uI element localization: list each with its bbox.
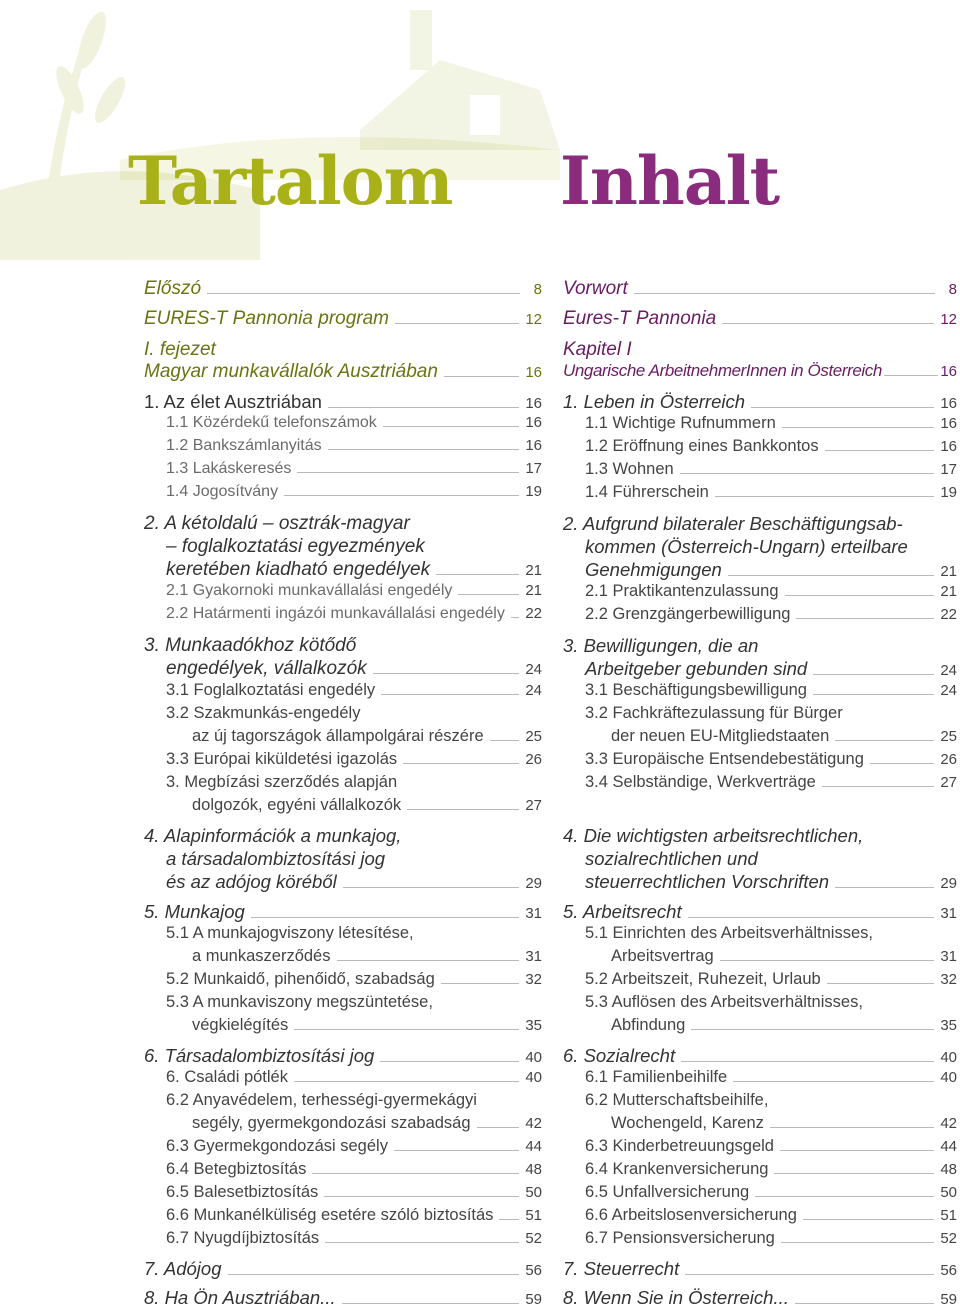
toc-entry: a társadalombiztosítási jog	[166, 848, 386, 869]
toc-entry[interactable]: Wochengeld, Karenz 42	[611, 1114, 957, 1132]
toc-entry[interactable]: 1.2 Bankszámlanyitás 16	[166, 437, 542, 454]
toc-entry[interactable]: 1.4 Jogosítvány 19	[166, 483, 542, 500]
toc-entry[interactable]: 7. Adójog 56	[144, 1258, 542, 1279]
toc-entry[interactable]: 1.3 Wohnen 17	[585, 460, 957, 478]
toc-entry[interactable]: Arbeitgeber gebunden sind 24	[585, 658, 957, 679]
toc-entry[interactable]: 2.1 Praktikantenzulassung 21	[585, 582, 957, 600]
toc-entry: 6.2 Anyavédelem, terhességi-gyermekágyi	[166, 1091, 477, 1109]
toc-entry[interactable]: 2.1 Gyakornoki munkavállalási engedély 21	[166, 582, 542, 599]
toc-entry[interactable]: 1.3 Lakáskeresés 17	[166, 460, 542, 477]
toc-entry: 3. Munkaadókhoz kötődő	[144, 635, 357, 656]
toc-entry[interactable]: 6.6 Munkanélküliség esetére szóló biztosítás 51	[166, 1206, 542, 1224]
toc-entry: 3. Bewilligungen, die an	[563, 635, 759, 656]
toc-entry[interactable]: Ungarische ArbeitnehmerInnen in Österreich 16	[563, 361, 957, 380]
toc-entry[interactable]: Vorwort 8	[563, 278, 957, 299]
toc-entry: 4. Alapinformációk a munkajog,	[144, 825, 402, 846]
toc-entry[interactable]: 3.1 Beschäftigungsbewilligung 24	[585, 681, 957, 699]
toc-entry[interactable]: der neuen EU-Mitgliedstaaten 25	[611, 727, 957, 745]
toc-entry[interactable]: 6.4 Krankenversicherung 48	[585, 1160, 957, 1178]
toc-entry[interactable]: és az adójog köréből 29	[166, 871, 542, 892]
toc-entry[interactable]: Abfindung 35	[611, 1016, 957, 1034]
toc-entry[interactable]: 1.4 Führerschein 19	[585, 483, 957, 501]
toc-entry[interactable]: 6.6 Arbeitslosenversicherung 51	[585, 1206, 957, 1224]
toc-entry[interactable]: 6.3 Kinderbetreuungsgeld 44	[585, 1137, 957, 1155]
toc-entry[interactable]: végkielégítés 35	[192, 1016, 542, 1034]
toc-entry: – foglalkoztatási egyezmények	[166, 536, 425, 557]
toc-entry[interactable]: Genehmigungen 21	[585, 559, 957, 580]
toc-entry[interactable]: 3.3 Európai kiküldetési igazolás 26	[166, 750, 542, 768]
toc-entry[interactable]: 6. Családi pótlék 40	[166, 1068, 542, 1086]
toc-entry[interactable]: 8. Wenn Sie in Österreich... 59	[563, 1287, 957, 1308]
toc-entry[interactable]: 6.3 Gyermekgondozási segély 44	[166, 1137, 542, 1155]
toc-entry[interactable]: 1.1 Közérdekű telefonszámok 16	[166, 414, 542, 431]
toc-entry[interactable]: 2.2 Grenzgängerbewilligung 22	[585, 605, 957, 623]
toc-entry[interactable]: 6. Sozialrecht 40	[563, 1045, 957, 1066]
toc-entry[interactable]: Arbeitsvertrag 31	[611, 947, 957, 965]
toc-entry[interactable]: 6.4 Betegbiztosítás 48	[166, 1160, 542, 1178]
toc-entry[interactable]: 5. Munkajog 31	[144, 901, 542, 922]
toc-entry[interactable]: EURES-T Pannonia program 12	[144, 308, 542, 329]
title-hungarian: Tartalom	[128, 142, 453, 220]
toc-entry[interactable]: a munkaszerződés 31	[192, 947, 542, 965]
toc-entry: 3. Megbízási szerződés alapján	[166, 773, 398, 791]
toc-entry[interactable]: Előszó 8	[144, 278, 542, 299]
toc-entry: 2. Aufgrund bilateraler Beschäftigungsab-	[563, 513, 903, 534]
toc-entry[interactable]: 1.2 Eröffnung eines Bankkontos 16	[585, 437, 957, 455]
toc-entry[interactable]: 6.7 Pensionsversicherung 52	[585, 1229, 957, 1247]
toc-entry[interactable]: segély, gyermekgondozási szabadság 42	[192, 1114, 542, 1132]
toc-entry: 3.2 Fachkräftezulassung für Bürger	[585, 704, 843, 722]
toc-entry[interactable]: 5.2 Arbeitszeit, Ruhezeit, Urlaub 32	[585, 970, 957, 988]
toc-entry: 3.2 Szakmunkás-engedély	[166, 704, 361, 722]
toc-entry[interactable]: 8. Ha Ön Ausztriában... 59	[144, 1287, 542, 1308]
toc-entry[interactable]: steuerrechtlichen Vorschriften 29	[585, 871, 957, 892]
toc-entry[interactable]: 3.3 Europäische Entsendebestätigung 26	[585, 750, 957, 768]
toc-entry: 5.1 Einrichten des Arbeitsverhältnisses,	[585, 924, 873, 942]
toc-entry[interactable]: 6.5 Unfallversicherung 50	[585, 1183, 957, 1201]
toc-entry[interactable]: 6.5 Balesetbiztosítás 50	[166, 1183, 542, 1201]
title-german: Inhalt	[560, 142, 780, 220]
toc-entry[interactable]: 5.2 Munkaidő, pihenőidő, szabadság 32	[166, 970, 542, 988]
toc-entry[interactable]: engedélyek, vállalkozók 24	[166, 658, 542, 679]
toc-entry: I. fejezet	[144, 339, 216, 360]
toc-entry: sozialrechtlichen und	[585, 848, 758, 869]
toc-entry: 6.2 Mutterschaftsbeihilfe,	[585, 1091, 769, 1109]
toc-entry[interactable]: Eures-T Pannonia 12	[563, 308, 957, 329]
toc-entry[interactable]: az új tagországok állampolgárai részére 25	[192, 727, 542, 745]
toc-entry: 5.1 A munkajogviszony létesítése,	[166, 924, 414, 942]
toc-entry[interactable]: 3.1 Foglalkoztatási engedély 24	[166, 681, 542, 699]
toc-entry[interactable]: keretében kiadható engedélyek 21	[166, 559, 542, 580]
toc-entry: 5.3 Auflösen des Arbeitsverhältnisses,	[585, 993, 863, 1011]
toc-entry: 5.3 A munkaviszony megszüntetése,	[166, 993, 433, 1011]
toc-entry[interactable]: 3.4 Selbständige, Werkverträge 27	[585, 773, 957, 791]
toc-entry[interactable]: 1.1 Wichtige Rufnummern 16	[585, 414, 957, 432]
toc-entry: 2. A kétoldalú – osztrák-magyar	[144, 513, 410, 534]
toc-entry[interactable]: 1. Leben in Österreich 16	[563, 391, 957, 412]
toc-entry[interactable]: 5. Arbeitsrecht 31	[563, 901, 957, 922]
toc-entry[interactable]: 6. Társadalombiztosítási jog 40	[144, 1045, 542, 1066]
toc-entry[interactable]: dolgozók, egyéni vállalkozók 27	[192, 796, 542, 814]
toc-entry: kommen (Österreich-Ungarn) erteilbare	[585, 536, 908, 557]
toc-entry[interactable]: 6.1 Familienbeihilfe 40	[585, 1068, 957, 1086]
toc-entry: Kapitel I	[563, 339, 632, 360]
toc-entry[interactable]: 2.2 Határmenti ingázói munkavállalási engedély 22	[166, 605, 542, 622]
background-illustration	[0, 0, 960, 260]
toc-entry: 4. Die wichtigsten arbeitsrechtlichen,	[563, 825, 864, 846]
toc-entry[interactable]: Magyar munkavállalók Ausztriában 16	[144, 361, 542, 382]
toc-entry[interactable]: 7. Steuerrecht 56	[563, 1258, 957, 1279]
toc-entry[interactable]: 6.7 Nyugdíjbiztosítás 52	[166, 1229, 542, 1247]
toc-entry[interactable]: 1. Az élet Ausztriában 16	[144, 391, 542, 412]
